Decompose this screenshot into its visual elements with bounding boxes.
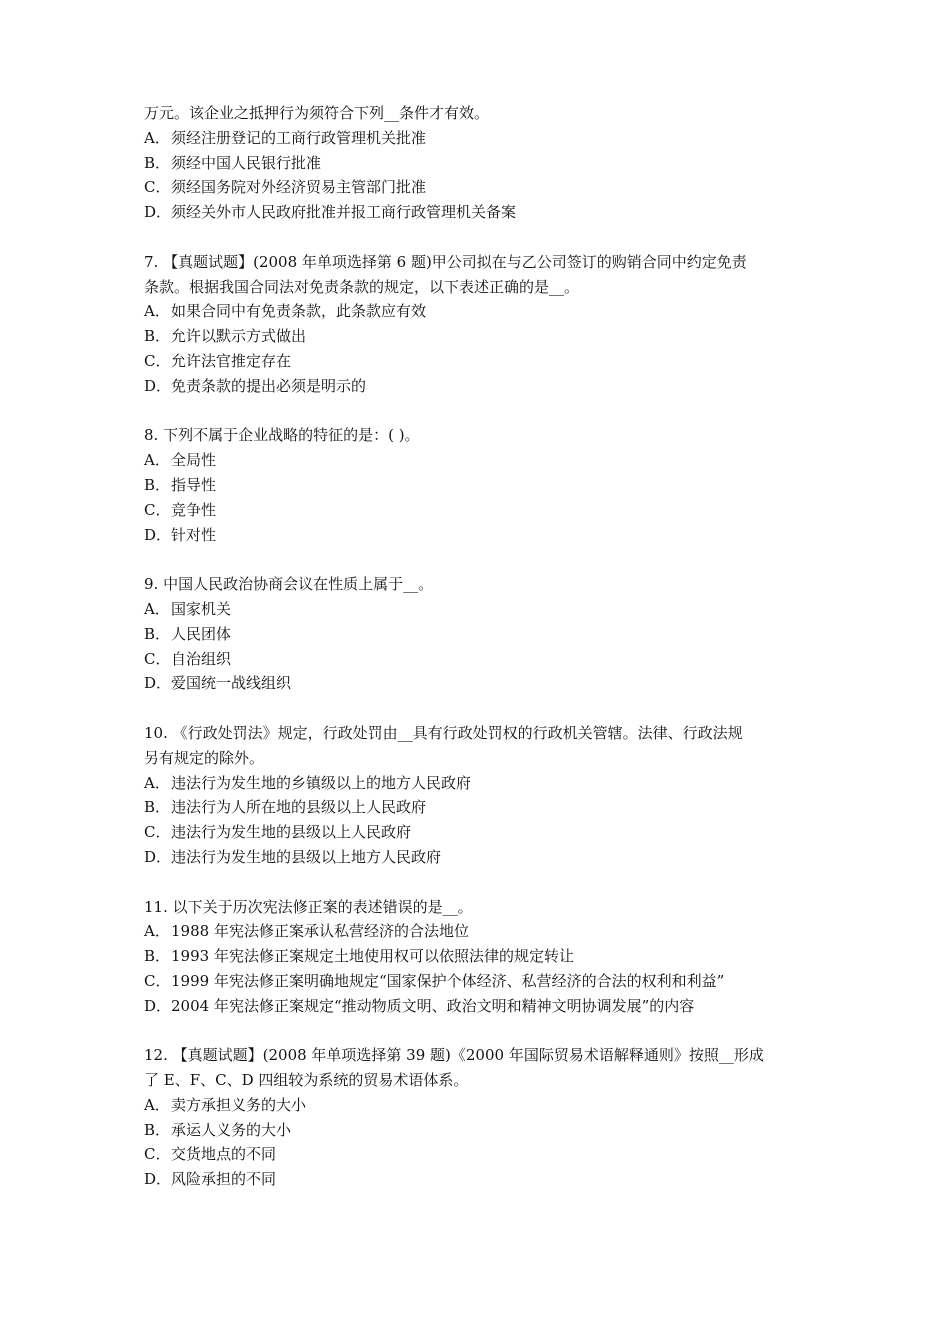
answer-option xyxy=(144,349,816,374)
question-stem-line: 另有规定的除外。 xyxy=(144,748,265,767)
option-text: 国家机关 xyxy=(171,599,232,618)
question-stem-line: 11. 以下关于历次宪法修正案的表述错误的是__。 xyxy=(144,897,473,916)
option-text: 违法行为发生地的县级以上地方人民政府 xyxy=(171,847,442,866)
answer-option xyxy=(144,175,816,200)
option-label: A． xyxy=(144,1095,170,1114)
option-label: B． xyxy=(144,947,171,966)
option-label: C． xyxy=(144,1145,171,1164)
option-text: 违法行为发生地的乡镇级以上的地方人民政府 xyxy=(171,773,472,792)
question-stem-line: 8. 下列不属于企业战略的特征的是：( )。 xyxy=(144,426,420,445)
option-label: B． xyxy=(144,1120,171,1139)
question-stem-line: 10. 《行政处罚法》规定，行政处罚由__具有行政处罚权的行政机关管辖。法律、行政法规 xyxy=(144,723,743,742)
option-text: 针对性 xyxy=(171,525,217,544)
question-block xyxy=(144,895,816,1019)
answer-option xyxy=(144,1118,816,1143)
option-label: D． xyxy=(144,847,172,866)
option-text: 1988 年宪法修正案承认私营经济的合法地位 xyxy=(171,922,469,941)
option-label: C． xyxy=(144,649,171,668)
option-text: 允许以默示方式做出 xyxy=(171,327,307,346)
option-label: A． xyxy=(144,302,170,321)
question-continuation xyxy=(144,101,816,225)
option-label: D． xyxy=(144,376,172,395)
question-stem-line: 9. 中国人民政治协商会议在性质上属于__。 xyxy=(144,575,434,594)
answer-option xyxy=(144,200,816,225)
option-label: C． xyxy=(144,971,171,990)
option-text: 爱国统一战线组织 xyxy=(171,674,292,693)
answer-option xyxy=(144,523,816,548)
answer-option xyxy=(144,622,816,647)
option-label: A． xyxy=(144,451,170,470)
answer-option xyxy=(144,795,816,820)
answer-option xyxy=(144,1093,816,1118)
option-text: 允许法官推定存在 xyxy=(171,351,292,370)
option-label: A． xyxy=(144,599,170,618)
answer-option xyxy=(144,324,816,349)
option-text: 交货地点的不同 xyxy=(171,1145,277,1164)
option-label: D． xyxy=(144,996,172,1015)
option-text: 人民团体 xyxy=(171,624,232,643)
answer-option xyxy=(144,1167,816,1192)
option-label: B． xyxy=(144,798,171,817)
option-label: D． xyxy=(144,525,172,544)
option-text: 1999 年宪法修正案明确地规定“国家保护个体经济、私营经济的合法的权利和利益” xyxy=(171,971,725,990)
option-label: A． xyxy=(144,128,170,147)
option-label: A． xyxy=(144,773,170,792)
option-text: 全局性 xyxy=(171,451,217,470)
question-block xyxy=(144,1043,816,1192)
option-text: 如果合同中有免责条款，此条款应有效 xyxy=(171,302,427,321)
question-block xyxy=(144,572,816,696)
option-text: 须经中国人民银行批准 xyxy=(171,153,322,172)
option-text: 指导性 xyxy=(171,475,217,494)
question-stem-line: 7. 【真题试题】(2008 年单项选择第 6 题)甲公司拟在与乙公司签订的购销合同中约定免责 xyxy=(144,252,747,271)
answer-option xyxy=(144,1142,816,1167)
answer-option xyxy=(144,845,816,870)
option-label: D． xyxy=(144,203,172,222)
option-text: 风险承担的不同 xyxy=(171,1170,277,1189)
option-text: 2004 年宪法修正案规定“推动物质文明、政治文明和精神文明协调发展”的内容 xyxy=(171,996,695,1015)
option-label: B． xyxy=(144,624,171,643)
answer-option xyxy=(144,448,816,473)
option-text: 免责条款的提出必须是明示的 xyxy=(171,376,367,395)
option-text: 须经关外市人民政府批准并报工商行政管理机关备案 xyxy=(171,203,517,222)
option-text: 须经注册登记的工商行政管理机关批准 xyxy=(171,128,427,147)
answer-option xyxy=(144,994,816,1019)
answer-option xyxy=(144,944,816,969)
answer-option xyxy=(144,647,816,672)
option-label: B． xyxy=(144,475,171,494)
answer-option xyxy=(144,969,816,994)
page-content xyxy=(144,101,816,1192)
question-block xyxy=(144,721,816,870)
option-label: C． xyxy=(144,500,171,519)
question-stem-line: 12. 【真题试题】(2008 年单项选择第 39 题)《2000 年国际贸易术语解释通则》按照__形成 xyxy=(144,1046,764,1065)
option-label: C． xyxy=(144,823,171,842)
option-text: 1993 年宪法修正案规定土地使用权可以依照法律的规定转让 xyxy=(171,947,574,966)
option-text: 违法行为人所在地的县级以上人民政府 xyxy=(171,798,427,817)
answer-option xyxy=(144,374,816,399)
question-stem-line: 条款。根据我国合同法对免责条款的规定，以下表述正确的是__。 xyxy=(144,277,580,296)
answer-option xyxy=(144,126,816,151)
question-stem-line: 了 E、F、C、D 四组较为系统的贸易术语体系。 xyxy=(144,1071,469,1090)
option-text: 自治组织 xyxy=(171,649,232,668)
option-text: 违法行为发生地的县级以上人民政府 xyxy=(171,823,412,842)
question-stem-line: 万元。该企业之抵押行为须符合下列__条件才有效。 xyxy=(144,104,490,122)
answer-option xyxy=(144,771,816,796)
answer-option xyxy=(144,919,816,944)
option-label: D． xyxy=(144,674,172,693)
answer-option xyxy=(144,820,816,845)
answer-option xyxy=(144,498,816,523)
option-label: C． xyxy=(144,178,171,197)
question-block xyxy=(144,423,816,547)
option-label: C． xyxy=(144,351,171,370)
option-label: B． xyxy=(144,327,171,346)
answer-option xyxy=(144,597,816,622)
answer-option xyxy=(144,299,816,324)
option-label: D． xyxy=(144,1170,172,1189)
answer-option xyxy=(144,473,816,498)
answer-option xyxy=(144,671,816,696)
option-text: 承运人义务的大小 xyxy=(171,1120,292,1139)
option-text: 竞争性 xyxy=(171,500,217,519)
option-label: A． xyxy=(144,922,170,941)
option-text: 须经国务院对外经济贸易主管部门批准 xyxy=(171,178,427,197)
question-block xyxy=(144,250,816,399)
option-label: B． xyxy=(144,153,171,172)
option-text: 卖方承担义务的大小 xyxy=(171,1095,307,1114)
answer-option xyxy=(144,151,816,176)
